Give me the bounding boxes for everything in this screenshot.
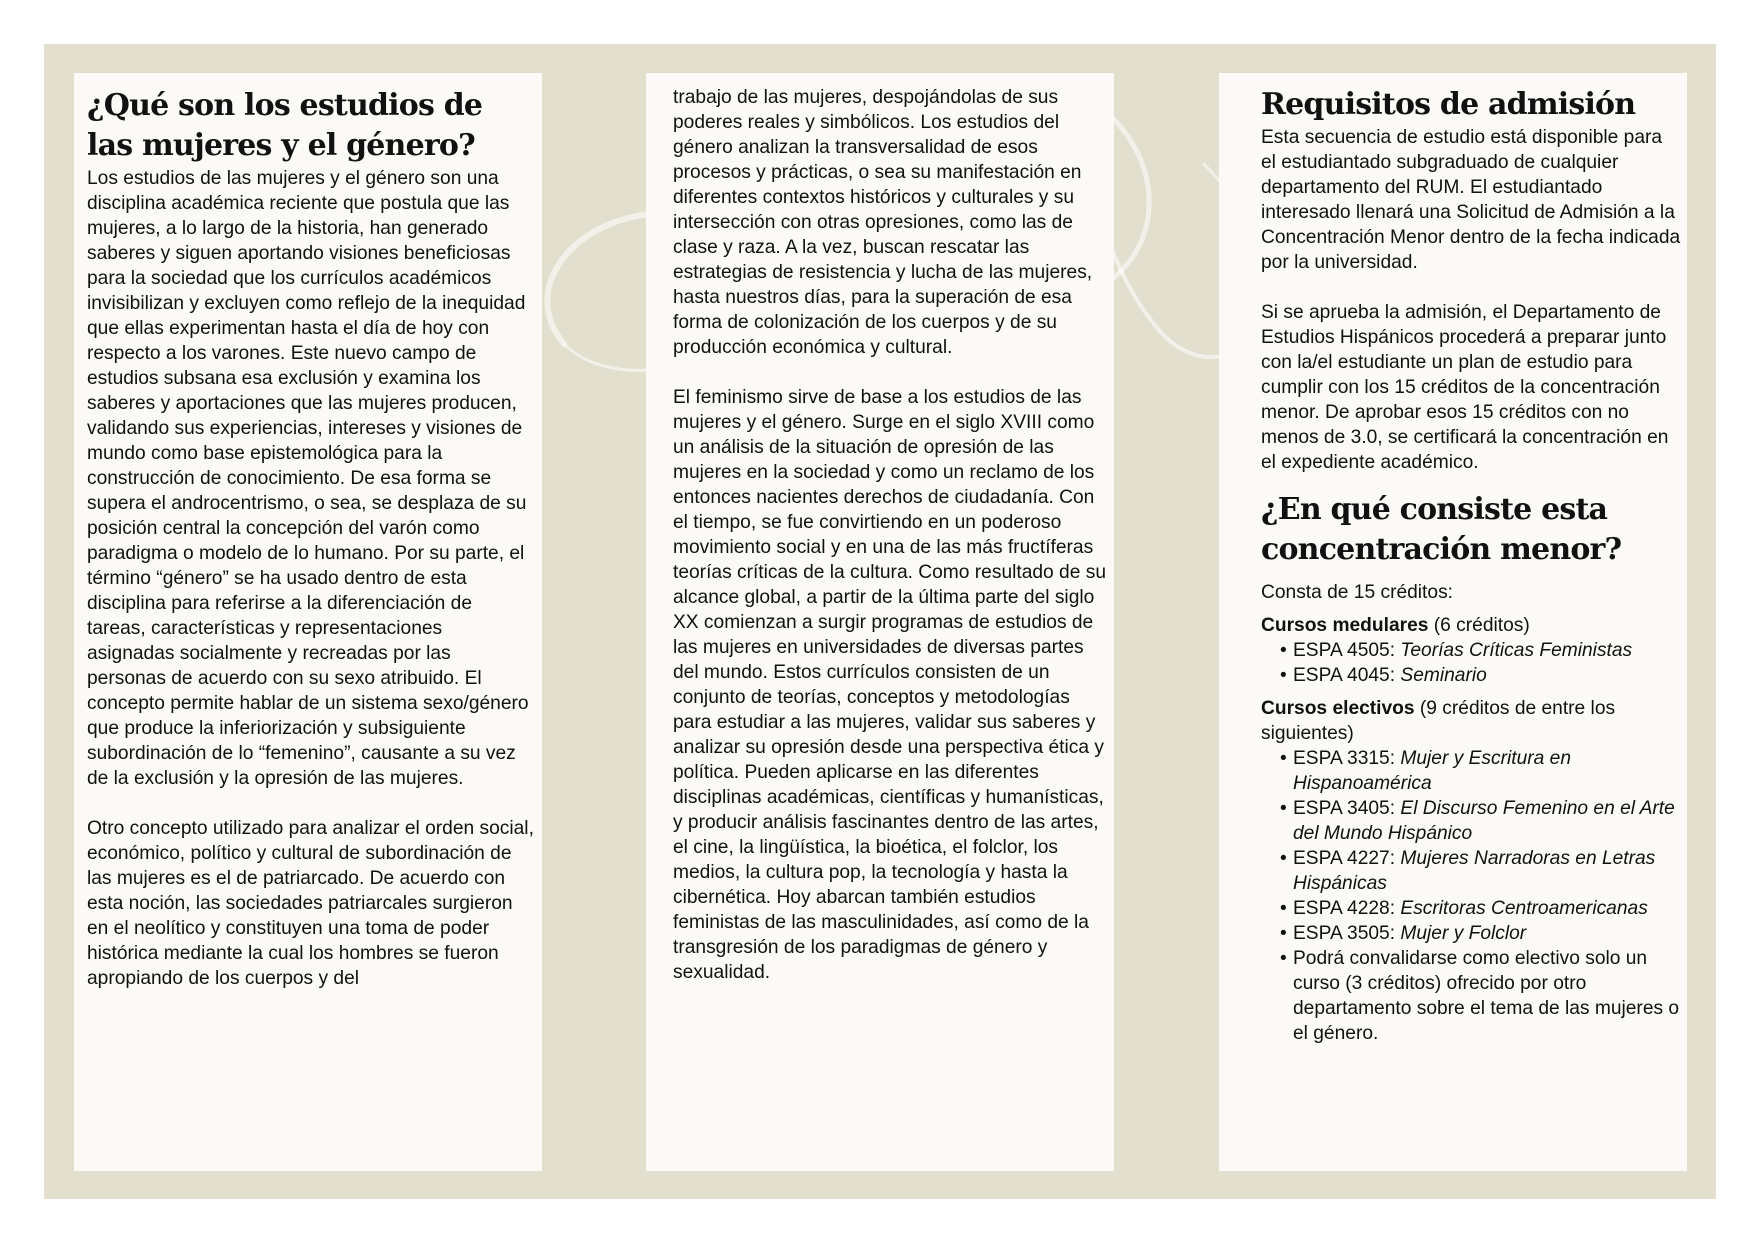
course-code: ESPA 3405: xyxy=(1293,798,1401,819)
list-item xyxy=(1280,638,1681,663)
core-courses-note: (6 créditos) xyxy=(1428,615,1530,636)
course-code: ESPA 4228: xyxy=(1293,898,1401,919)
course-title: Mujer y Folclor xyxy=(1400,923,1527,944)
paragraph-feminism: El feminismo sirve de base a los estudios de las mujeres y el género. Surge en el siglo XVIII como un análisis de la situación de opresión de las mujeres en la sociedad y como un reclamo de los entonces nacientes derechos de ciudadanía. Con el tiempo, se fue convirtiendo en un poderoso movimiento social y en una de las más fructíferas teorías críticas de la cultura. Como resultado de su alcance global, a partir de la última parte del siglo XX comienzan a surgir programas de estudios de las mujeres en universidades de diversas partes del mundo. Estos currículos consisten de un conjunto de teorías, conceptos y metodologías para estudiar a las mujeres, validar sus saberes y analizar su opresión desde una perspectiva ética y política. Pueden aplicarse en las diferentes disciplinas académicas, científicas y humanísticas, y producir análisis fascinantes dentro de las artes, el cine, la lingüística, la bioética, el folclor, los medios, la cultura pop, la tecnología y hasta la cibernética. Hoy abarcan también estudios feministas de las masculinidades, así como de la transgresión de los paradigmas de género y sexualidad. xyxy=(673,387,1106,983)
panel-feminism xyxy=(646,73,1114,1171)
core-courses-heading xyxy=(1261,613,1681,638)
panel-intro xyxy=(74,73,542,1171)
credits-intro: Consta de 15 créditos: xyxy=(1261,582,1453,603)
heading-concentration: ¿En qué consiste esta concentración menor? xyxy=(1261,492,1622,567)
list-item xyxy=(1280,921,1681,946)
elective-courses-label: Cursos electivos xyxy=(1261,698,1415,719)
course-title: Mujer y Escritura en Hispanoamérica xyxy=(1293,748,1571,794)
brochure-sheet xyxy=(44,44,1716,1199)
elective-course-list xyxy=(1261,746,1681,1046)
panel-requirements xyxy=(1219,73,1687,1171)
heading-what-are-studies: ¿Qué son los estudios de las mujeres y el género? xyxy=(87,88,483,163)
heading-admission-requirements: Requisitos de admisión xyxy=(1261,87,1636,122)
list-item xyxy=(1280,796,1681,846)
paragraph-approval: Si se aprueba la admisión, el Departamento de Estudios Hispánicos procederá a preparar junto con la/el estudiante un plan de estudio para cumplir con los 15 créditos de la concentración menor. De aprobar esos 15 créditos con no menos de 3.0, se certificará la concentración en el expediente académico. xyxy=(1261,302,1669,473)
course-code: ESPA 4227: xyxy=(1293,848,1401,869)
paragraph-availability: Esta secuencia de estudio está disponible para el estudiantado subgraduado de cualquier departamento del RUM. El estudiantado interesado llenará una Solicitud de Admisión a la Concentración Menor dentro de la fecha indicada por la universidad. xyxy=(1261,127,1681,273)
paragraph-patriarchy: Otro concepto utilizado para analizar el orden social, económico, político y cultural de subordinación de las mujeres es el de patriarcado. De acuerdo con esta noción, las sociedades patriarcales surgieron en el neolítico y constituyen una toma de poder histórica mediante la cual los hombres se fueron apropiando de los cuerpos y del xyxy=(87,818,534,989)
course-title: Seminario xyxy=(1400,665,1487,686)
core-courses-label: Cursos medulares xyxy=(1261,615,1429,636)
course-code: ESPA 4505: xyxy=(1293,640,1401,661)
list-item xyxy=(1280,746,1681,796)
paragraph-gender-studies: trabajo de las mujeres, despojándolas de sus poderes reales y simbólicos. Los estudios del género analizan la transversalidad de esos procesos y prácticas, o sea su manifestación en diferentes contextos históricos y culturales y su intersección con otras opresiones, como las de clase y raza. A la vez, buscan rescatar las estrategias de resistencia y lucha de las mujeres, hasta nuestros días, para la superación de esa forma de colonización de los cuerpos y de su producción económica y cultural. xyxy=(673,87,1093,358)
course-code: ESPA 4045: xyxy=(1293,665,1401,686)
list-item xyxy=(1280,896,1681,921)
elective-courses-note: (9 créditos de entre los siguientes) xyxy=(1261,698,1616,744)
course-title: Teorías Críticas Feministas xyxy=(1400,640,1633,661)
list-item xyxy=(1280,846,1681,896)
course-code: ESPA 3315: xyxy=(1293,748,1401,769)
core-course-list xyxy=(1261,638,1681,688)
elective-courses-heading xyxy=(1261,696,1681,746)
course-title: Escritoras Centroamericanas xyxy=(1400,898,1648,919)
list-item xyxy=(1280,663,1681,688)
course-code: ESPA 3505: xyxy=(1293,923,1401,944)
course-title: El Discurso Femenino en el Arte del Mundo Hispánico xyxy=(1293,798,1675,844)
paragraph-definition: Los estudios de las mujeres y el género son una disciplina académica reciente que postula que las mujeres, a lo largo de la historia, han generado saberes y siguen aportando visiones beneficiosas para la sociedad que los currículos académicos invisibilizan y excluyen como reflejo de la inequidad que ellas experimentan hasta el día de hoy con respecto a los varones. Este nuevo campo de estudios subsana esa exclusión y examina los saberes y aportaciones que las mujeres producen, validando sus experiencias, intereses y visiones de mundo como base epistemológica para la construcción de conocimiento. De esa forma se supera el androcentrismo, o sea, se desplaza de su posición central la concepción del varón como paradigma o modelo de lo humano. Por su parte, el término “género” se ha usado dentro de esta disciplina para referirse a la diferenciación de tareas, características y representaciones asignadas socialmente y recreadas por las personas de acuerdo con su sexo atribuido. El concepto permite hablar de un sistema sexo/género que produce la inferiorización y subsiguiente subordinación de lo “femenino”, causante a su vez de la exclusión y la opresión de las mujeres. xyxy=(87,168,529,789)
elective-note-item: • Podrá convalidarse como electivo solo un curso (3 créditos) ofrecido por otro departamento sobre el tema de las mujeres o el género. xyxy=(1280,946,1681,1046)
course-title: Mujeres Narradoras en Letras Hispánicas xyxy=(1293,848,1656,894)
